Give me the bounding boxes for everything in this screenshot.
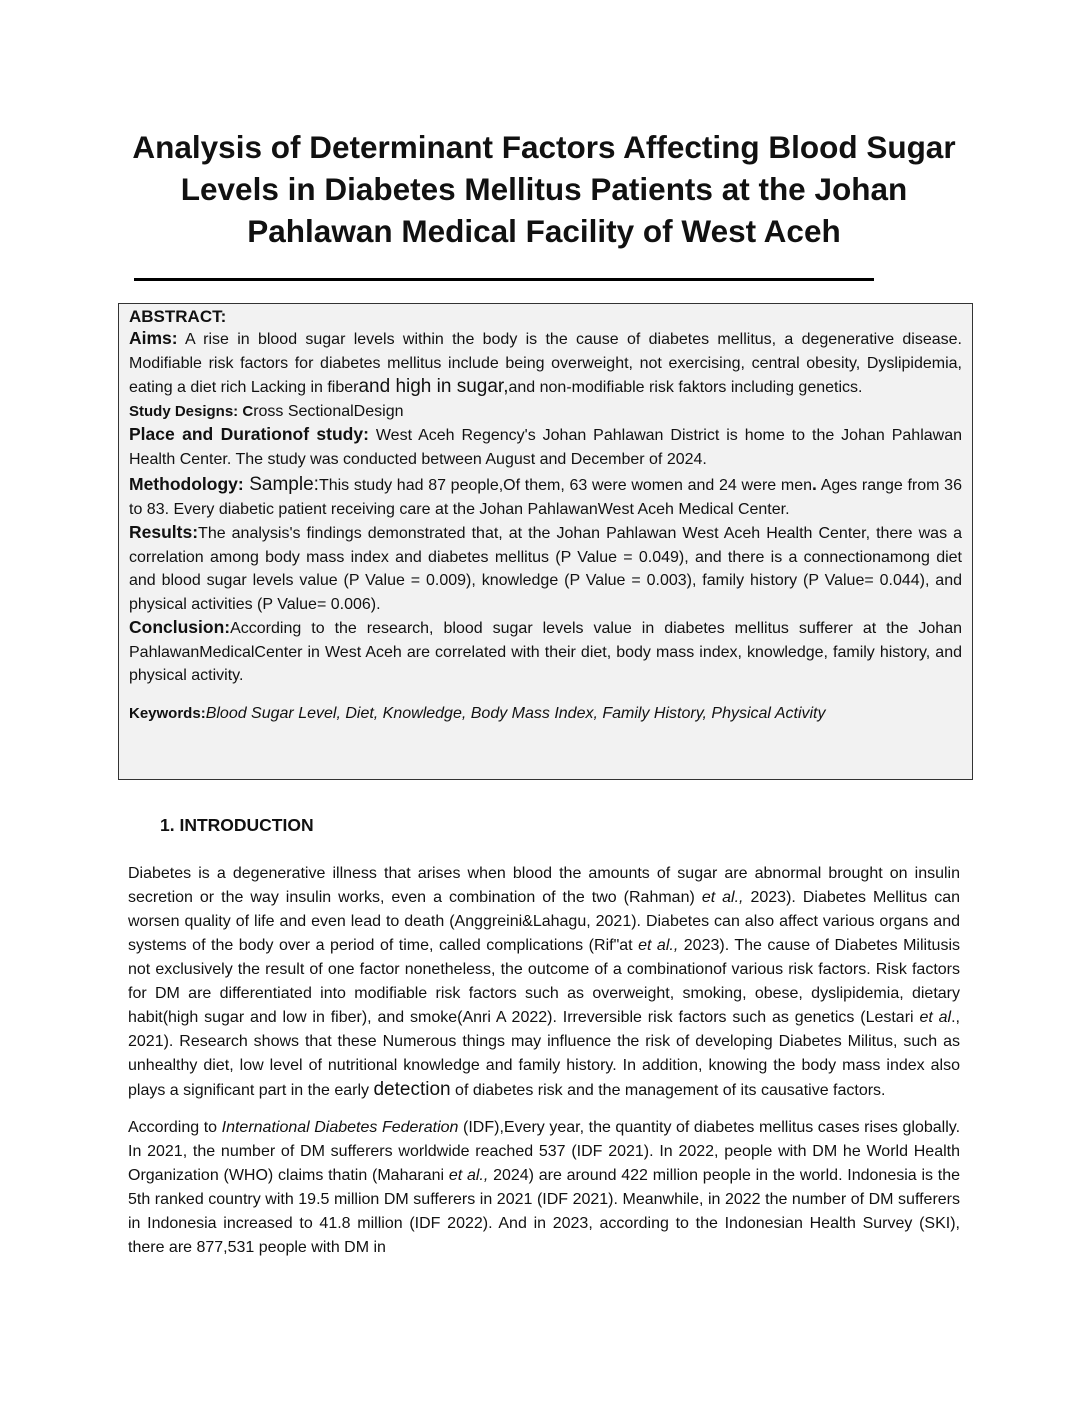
methodology-dot: .: [812, 474, 817, 494]
methodology-text-1: This study had 87 people,Of them, 63 were women and 24 were men: [318, 477, 813, 494]
design-label: Study Designs: C: [129, 402, 254, 420]
p2-text-b: (IDF),Every year, the quantity of diabetes mellitus cases rises globally. In 2021, the number of DM sufferers worldwide reached 537 (IDF 2021). In 2022, people with DM he World Health Organization (WHO) claims thatin (Maharani: [128, 1119, 961, 1184]
p2-text-c: 2024) are around 422 million people in the world. Indonesia is the 5th ranked country with 19.5 million DM sufferers in 2021 (IDF 2021). Meanwhile, in 2022 the number of DM sufferers in Indonesia increased to 41.8 million (IDF 2022). And in 2023, according to the Indonesian Health Survey (SKI), there are 877,531 people with DM in: [128, 1167, 961, 1256]
p1-text-a: Diabetes is a degenerative illness that arises when blood the amounts of sugar are abnormal brought on insulin secretion or the way insulin works, even a combination of the two (Rahman): [128, 865, 960, 906]
keywords-label: Keywords:: [129, 704, 206, 722]
results-label: Results:: [129, 522, 199, 542]
aims-text-big: and high in sugar,: [358, 376, 509, 397]
p1-italic-c: et al: [919, 1009, 952, 1026]
design-text: ross SectionalDesign: [253, 402, 404, 420]
p1-text-d: ., 2021). Research shows that these Numerous things may influence the risk of developing Diabetes Militus, such as unhealthy diet, low level of nutritional knowledge and family history. In addition, knowing the body mass index also plays a significant part in the early: [128, 1009, 960, 1099]
title-divider: [134, 278, 874, 281]
p1-text-e: of diabetes risk and the management of its causative factors.: [450, 1082, 886, 1099]
abstract-conclusion: [129, 616, 962, 688]
methodology-text-2: Ages range from 36 to 83. Every diabetic patient receiving care at the Johan PahlawanWest Aceh Medical Center.: [129, 477, 962, 518]
abstract-heading: ABSTRACT:: [129, 307, 227, 326]
introduction-heading: 1. INTRODUCTION: [160, 815, 314, 835]
abstract-aims: [129, 327, 962, 400]
abstract-place: [129, 423, 962, 471]
p1-text-b: 2023). Diabetes Mellitus can worsen quality of life and even lead to death (Anggreini&Lahagu, 2021). Diabetes can also affect various organs and systems of the body over a period of time, called complications (Rif"at: [128, 889, 961, 954]
introduction-paragraph-1: [128, 862, 960, 1103]
paper-title: Analysis of Determinant Factors Affecting Blood Sugar Levels in Diabetes Mellitus Patients at the Johan Pahlawan Medical Facility of West Aceh: [132, 129, 956, 249]
aims-label: Aims:: [129, 328, 178, 348]
abstract-design: [129, 400, 962, 424]
conclusion-text: According to the research, blood sugar levels value in diabetes mellitus sufferer at the Johan PahlawanMedicalCenter in West Aceh are correlated with their diet, body mass index, knowledge, family history, and physical activity.: [129, 620, 962, 684]
abstract-box: [118, 303, 973, 780]
aims-text-2: and non-modifiable risk faktors including genetics.: [508, 379, 863, 396]
p2-italic-a: International Diabetes Federation: [221, 1119, 459, 1136]
methodology-label: Methodology:: [129, 474, 244, 494]
p1-italic-a: et al.,: [701, 889, 744, 906]
aims-text-1: A rise in blood sugar levels within the body is the cause of diabetes mellitus, a degenerative disease. Modifiable risk factors for diabetes mellitus include being overweight, not exercising, central obesity, Dyslipidemia, eating a diet rich Lacking in fiber: [129, 331, 962, 396]
introduction-paragraph-2: [128, 1116, 960, 1260]
abstract-methodology: [129, 473, 962, 521]
abstract-results: [129, 521, 962, 616]
methodology-sample: Sample:: [243, 474, 319, 495]
place-label: Place and Durationof study:: [129, 424, 369, 444]
results-text: The analysis's findings demonstrated that, at the Johan Pahlawan West Aceh Health Center, there was a correlation among body mass index and diabetes mellitus (P Value = 0.049), and there is a connectionamong diet and blood sugar levels value (P Value = 0.009), knowledge (P Value = 0.003), family history (P Value= 0.044), and physical activities (P Value= 0.006).: [129, 525, 962, 613]
p2-italic-b: et al.,: [448, 1167, 489, 1184]
p2-text-a: According to: [128, 1119, 222, 1136]
keywords-text: Blood Sugar Level, Diet, Knowledge, Body Mass Index, Family History, Physical Activity: [205, 704, 826, 722]
p1-italic-b: et al.,: [638, 937, 679, 954]
abstract-keywords: [129, 702, 962, 726]
conclusion-label: Conclusion:: [129, 617, 231, 637]
place-text: West Aceh Regency's Johan Pahlawan District is home to the Johan Pahlawan Health Center. The study was conducted between August and December of 2024.: [129, 427, 963, 468]
p1-text-detection: detection: [373, 1079, 451, 1100]
p1-text-c: 2023). The cause of Diabetes Militusis not exclusively the result of one factor nonetheless, the outcome of a combinationof various risk factors. Risk factors for DM are differentiated into modifiable risk factors such as overweight, smoking, obese, dyslipidemia, dietary habit(high sugar and low in fiber), and smoke(Anri A 2022). Irreversible risk factors such as genetics (Lestari: [128, 937, 960, 1026]
